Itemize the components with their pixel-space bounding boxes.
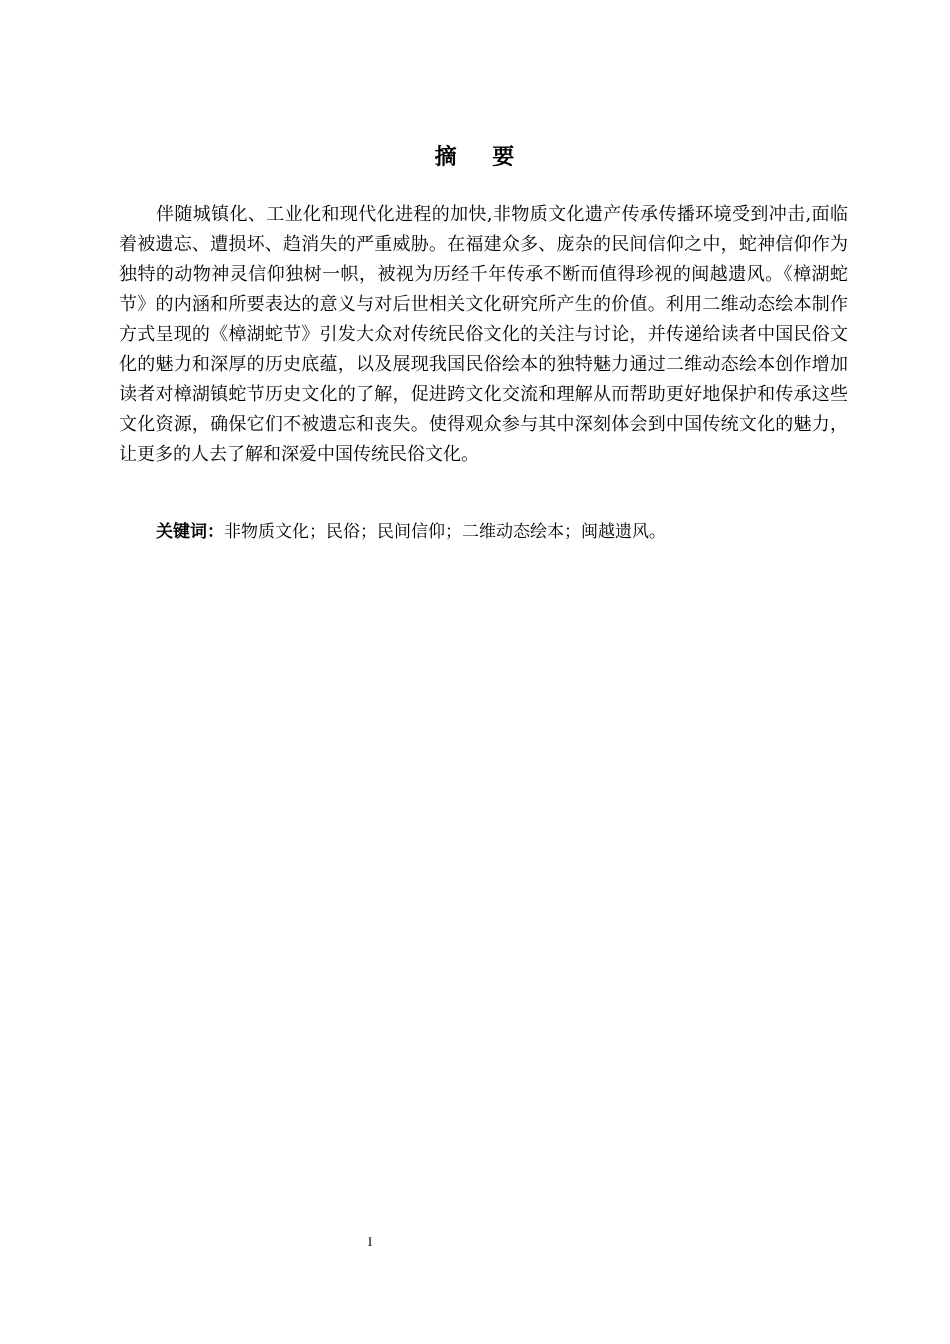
page-number: I [367,1234,373,1249]
keywords-line [156,518,856,546]
abstract-title: 摘 要 [434,145,516,170]
keywords-label: 关键词： [156,522,224,542]
abstract-body: 伴随城镇化、工业化和现代化进程的加快,非物质文化遗产传承传播环境受到冲击,面临着被遗忘、遭损坏、趋消失的严重威胁。在福建众多、庞杂的民间信仰之中，蛇神信仰作为独特的动物神灵信仰独树一帜，被视为历经千年传承不断而值得珍视的闽越遗风。《樟湖蛇节》的内涵和所要表达的意义与对后世相关文化研究所产生的价值。利用二维动态绘本制作方式呈现的《樟湖蛇节》引发大众对传统民俗文化的关注与讨论，并传递给读者中国民俗文化的魅力和深厚的历史底蕴，以及展现我国民俗绘本的独特魅力通过二维动态绘本创作增加读者对樟湖镇蛇节历史文化的了解，促进跨文化交流和理解从而帮助更好地保护和传承这些文化资源，确保它们不被遗忘和丧失。使得观众参与其中深刻体会到中国传统文化的魅力，让更多的人去了解和深爱中国传统民俗文化。 [119,204,848,465]
keywords-text: 非物质文化；民俗；民间信仰；二维动态绘本；闽越遗风。 [224,522,666,542]
